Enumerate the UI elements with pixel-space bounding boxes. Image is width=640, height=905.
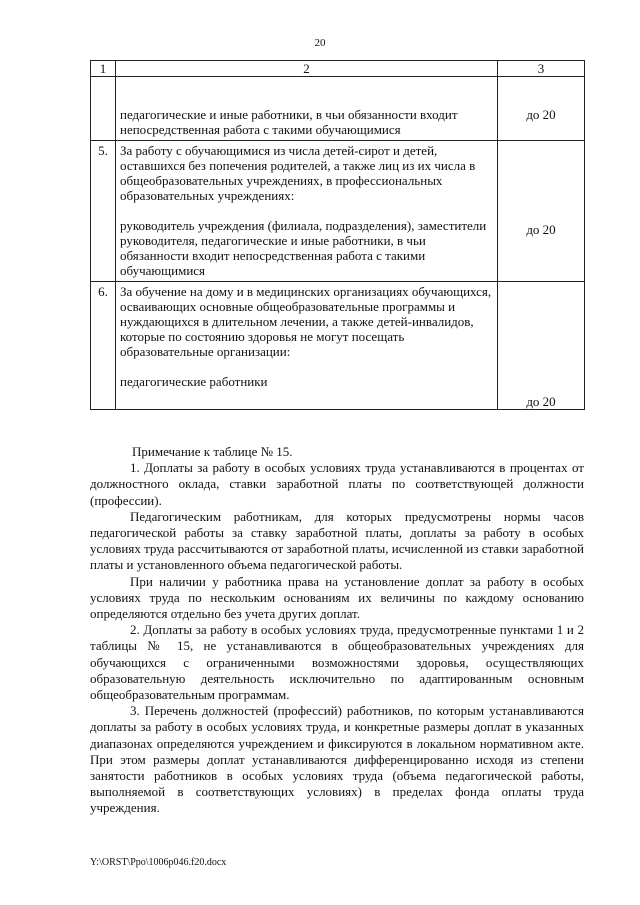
- row-number: [91, 77, 116, 141]
- row-description: [116, 141, 498, 282]
- row-description: [116, 282, 498, 410]
- note-paragraph: При наличии у работника права на установление доплат за работу в особых условиях труда по нескольким основаниям их величины по каждому основанию определяются отдельно без учета других доплат.: [90, 573, 584, 622]
- row-text-recipients: педагогические работники: [120, 374, 268, 389]
- table-row: [91, 77, 585, 141]
- note-paragraph: 1. Доплаты за работу в особых условиях труда устанавливаются в процентах от должностного оклада, ставки заработной платы по соответствующей должности (профессии).: [90, 460, 584, 508]
- row-number: 6.: [91, 282, 116, 410]
- table-notes: [90, 444, 584, 817]
- note-paragraph: 2. Доплаты за работу в особых условиях труда, предусмотренные пунктами 1 и 2 таблицы № 15, не устанавливаются в общеобразовательных учреждениях для обучающихся с ограниченными возможностями здоровья, осуществляющих образовательную деятельность исключительно по адаптированным основным общеобразовательным программам.: [90, 622, 584, 703]
- row-text-recipients: руководитель учреждения (филиала, подразделения), заместители руководителя, педагогические и иные работники, в чьи обязанности входит непосредственная работа с такими обучающимися: [120, 218, 487, 278]
- table-row: [91, 141, 585, 282]
- row-text-recipients: педагогические и иные работники, в чьи обязанности входит непосредственная работа с такими обучающимися: [120, 107, 458, 137]
- row-number: 5.: [91, 141, 116, 282]
- row-description: [116, 77, 498, 141]
- header-col-3: 3: [498, 61, 585, 77]
- row-value: до 20: [498, 77, 585, 141]
- allowance-table: [90, 60, 585, 410]
- header-col-1: 1: [91, 61, 116, 77]
- note-paragraph: Педагогическим работникам, для которых предусмотрены нормы часов педагогической работы за ставку заработной платы, доплаты за работу в особых условиях труда рассчитываются от заработной платы, исчисленной из ставки заработной платы и установленного объема педагогической работы.: [90, 508, 584, 573]
- row-value: до 20: [498, 282, 585, 410]
- notes-title: Примечание к таблице № 15.: [132, 444, 293, 459]
- header-col-2: 2: [116, 61, 498, 77]
- row-text-condition: За работу с обучающимися из числа детей-сирот и детей, оставшихся без попечения родителей, а также лиц из их числа в общеобразовательных учреждениях, в профессиональных образовательных учреждениях:: [120, 143, 476, 203]
- table-row: [91, 282, 585, 410]
- note-paragraph: 3. Перечень должностей (профессий) работников, по которым устанавливаются доплаты за работу в особых условиях труда, и конкретные размеры доплат в указанных диапазонах определяются учреждением и фиксируются в локальном нормативном акте. При этом размеры доплат устанавливаются дифференцированно исходя из степени занятости работников в особых условиях труда (объема педагогической работы, выполняемой в соответствующих условиях) в пределах фонда оплаты труда учреждения.: [90, 703, 584, 816]
- row-text-condition: За обучение на дому и в медицинских организациях обучающихся, осваивающих основные общеобразовательные программы и нуждающихся в длительном лечении, а также детей-инвалидов, которые по состоянию здоровья не могут посещать образовательные организации:: [120, 284, 492, 359]
- file-path-footer: Y:\ORST\Ppo\1006p046.f20.docx: [90, 857, 227, 868]
- row-value: до 20: [498, 141, 585, 282]
- table-header-row: [91, 61, 585, 77]
- page-number: 20: [314, 37, 326, 49]
